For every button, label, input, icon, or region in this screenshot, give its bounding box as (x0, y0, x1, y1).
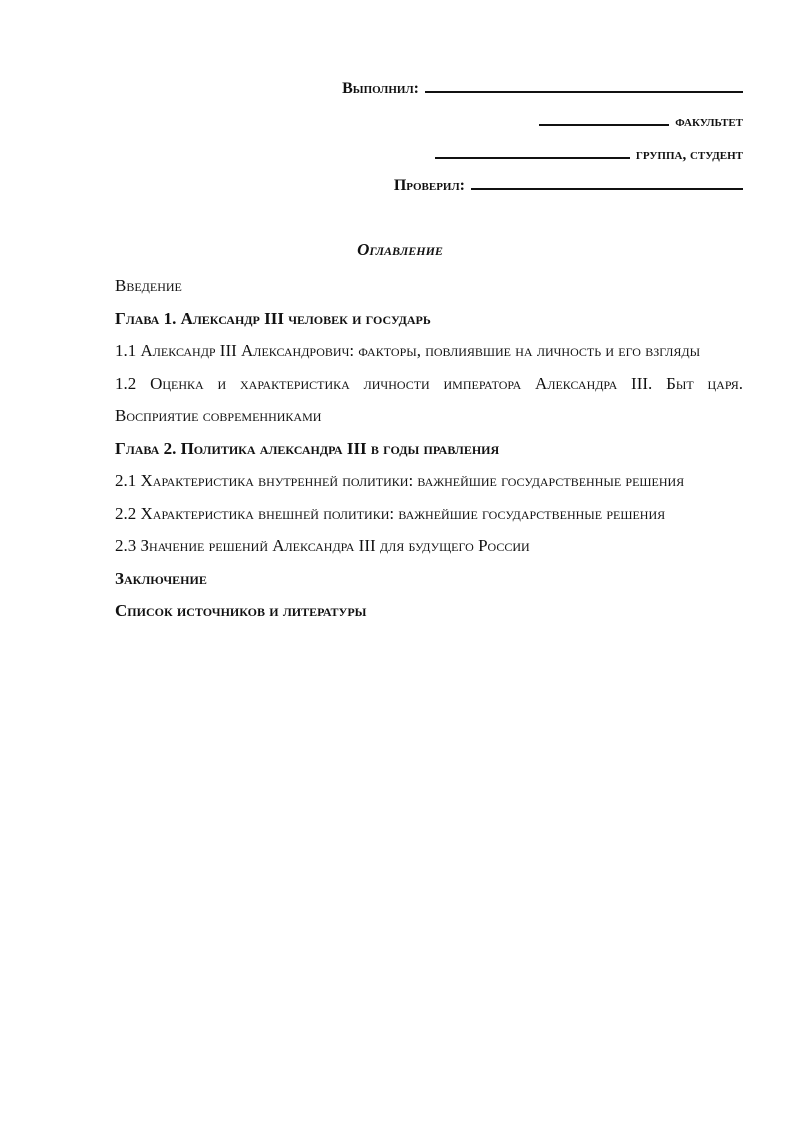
performed-by-blank-line (425, 77, 743, 93)
toc-entry: 1.2 Оценка и характеристика личности императора Александра III. Быт царя. Восприятие современниками (115, 373, 743, 425)
checked-by-row (394, 174, 743, 195)
toc-entry: Глава 1. Александр III человек и государь (115, 308, 431, 328)
toc-entry: 2.1 Характеристика внутренней политики: важнейшие государственные решения (115, 471, 685, 490)
toc-title: Оглавление (357, 240, 443, 259)
table-of-contents (115, 270, 743, 628)
toc-entry: 2.2 Характеристика внешней политики: важнейшие государственные решения (115, 503, 666, 523)
toc-entry: 1.1 Александр III Александрович: факторы, повлиявшие на личность и его взгляды (115, 341, 701, 360)
group-student-label: группа, студент (635, 147, 743, 163)
checked-by-label: Проверил: (393, 177, 465, 194)
faculty-label: факультет (675, 114, 743, 130)
toc-entry: Глава 2. Политика александра III в годы правления (115, 438, 500, 458)
checked-by-blank-line (471, 174, 743, 190)
faculty-blank-line (539, 110, 669, 126)
toc-entry: Введение (115, 276, 182, 295)
toc-entry: Список источников и литературы (115, 601, 367, 620)
performed-by-row (342, 77, 743, 98)
toc-entry: Заключение (115, 568, 207, 588)
toc-entry: 2.3 Значение решений Александра III для будущего России (115, 536, 530, 555)
faculty-row (539, 110, 743, 131)
performed-by-label: Выполнил: (342, 80, 419, 97)
group-blank-line (435, 143, 630, 159)
group-student-row (435, 143, 743, 164)
